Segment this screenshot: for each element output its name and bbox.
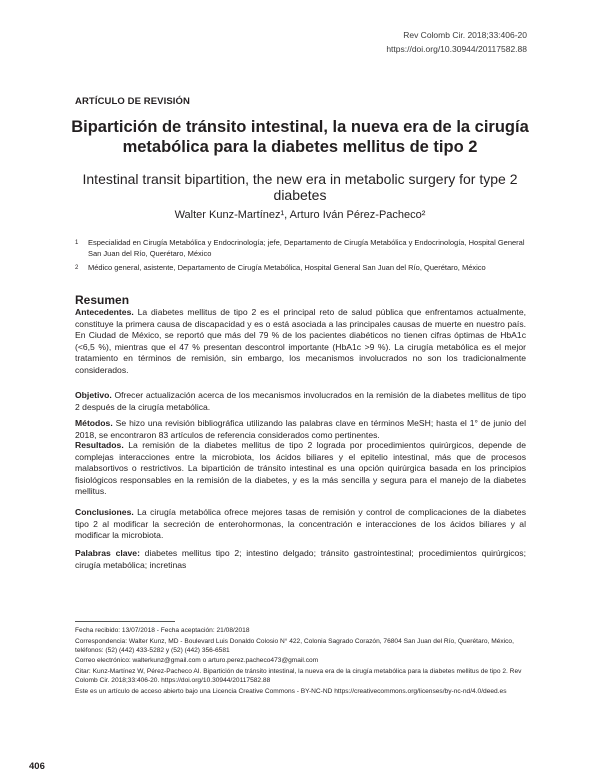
affiliation-text: Médico general, asistente, Departamento de Cirugía Metabólica, Hospital General San Juan del Río, Querétaro, México: [88, 263, 486, 272]
affiliation-1: [75, 238, 525, 259]
article-title-spanish: Bipartición de tránsito intestinal, la nueva era de la cirugía metabólica para la diabetes mellitus de tipo 2: [71, 118, 529, 156]
objective-text: Ofrecer actualización acerca de los mecanismos involucrados en la remisión de la diabetes mellitus de tipo 2 después de la cirugía metabólica.: [75, 390, 526, 412]
abstract-conclusions: [75, 507, 526, 542]
footnote-citation: Citar: Kunz-Martínez W, Pérez-Pacheco AI. Bipartición de tránsito intestinal, la nueva era de la cirugía metabólica para la diabetes mellitus de tipo 2. Rev Colomb Cir. 2018;33:406-20. https://doi.org/10.30944/20117582.88: [75, 667, 522, 685]
journal-header: [386, 28, 527, 56]
abstract-background: [75, 307, 526, 377]
keywords-label: Palabras clave:: [75, 548, 140, 558]
page-number: 406: [29, 761, 45, 772]
abstract-methods: [75, 418, 526, 441]
background-text: La diabetes mellitus de tipo 2 es el principal reto de salud pública que enfrentamos actualmente, constituye la primera causa de discapacidad y es o está asociada a las principales causas de muerte en nuestro país. En Ciudad de México, se reportó que más del 79 % de los pacientes diabéticos no tienen cifras óptimas de HbA1c (<6,5 %), mientras que el 47 % presentan descontrol importante (HbA1c >9 %). La cirugía metabólica es el mejor tratamiento en términos de remisión, sin embargo, los mecanismos involucrados no son los tradicionalmente considerados.: [75, 307, 526, 375]
author-list: Walter Kunz-Martínez¹, Arturo Iván Pérez-Pacheco²: [174, 209, 426, 221]
journal-citation: Rev Colomb Cir. 2018;33:406-20: [403, 30, 527, 40]
results-label: Resultados.: [75, 440, 124, 450]
footnote-license[interactable]: Este es un artículo de acceso abierto bajo una Licencia Creative Commons - BY-NC-ND https://creativecommons.org/licenses/by-nc-nd/4.0/deed.es: [75, 687, 507, 695]
article-title-english: Intestinal transit bipartition, the new era in metabolic surgery for type 2 diabetes: [82, 171, 518, 203]
abstract-objective: [75, 390, 526, 413]
background-label: Antecedentes.: [75, 307, 134, 317]
affiliation-number: 1: [75, 240, 79, 246]
footnote-correspondence: Correspondencia: Walter Kunz, MD - Boulevard Luis Donaldo Colosio N° 422, Colonia Sagrado Corazón, 76804 San Juan del Río, Querétaro, México, teléfonos: (52) (442) 433-5282 y (52) (442) 356-6581: [75, 637, 514, 654]
abstract-heading: Resumen: [75, 293, 130, 307]
keywords-text: diabetes mellitus tipo 2; intestino delgado; tránsito gastrointestinal; procedimientos quirúrgicos; cirugía metabólica; incretinas: [75, 548, 526, 570]
footnotes: [75, 626, 530, 697]
affiliation-2: [75, 263, 525, 274]
objective-label: Objetivo.: [75, 390, 112, 400]
affiliation-number: 2: [75, 265, 79, 271]
conclusions-label: Conclusiones.: [75, 507, 134, 517]
methods-text: Se hizo una revisión bibliográfica utilizando las palabras clave en términos MeSH; hasta el 1° de junio del 2018, se encontraron 83 artículos de referencia considerados como pertinentes.: [75, 418, 526, 440]
abstract-results: [75, 440, 526, 498]
methods-label: Métodos.: [75, 418, 113, 428]
conclusions-text: La cirugía metabólica ofrece mejores tasas de remisión y control de complicaciones de la diabetes tipo 2 al modificar la secreción de enterohormonas, la concentración e interacciones de los ácidos biliares y al modificar la microbiota.: [75, 507, 526, 541]
abstract-keywords: [75, 548, 526, 571]
doi-link[interactable]: https://doi.org/10.30944/20117582.88: [386, 44, 527, 54]
footnote-dates: Fecha recibido: 13/07/2018 - Fecha aceptación: 21/08/2018: [75, 627, 250, 634]
results-text: La remisión de la diabetes mellitus de tipo 2 lograda por procedimientos quirúrgicos, depende de complejas interacciones entre la microbiota, los ácidos biliares y el epitelio intestinal, más que de procesos malabsortivos o restrictivos. La bipartición de tránsito intestinal es una opción quirúrgica basada en los principios fisiológicos responsables en la remisión de la diabetes, y es la más sencilla y segura para el manejo de la diabetes mellitus.: [75, 440, 526, 497]
section-label: ARTÍCULO DE REVISIÓN: [75, 96, 190, 107]
affiliation-text: Especialidad en Cirugía Metabólica y Endocrinología; jefe, Departamento de Cirugía Metabólica y Endocrinología, Hospital General San Juan del Río, Querétaro, México: [88, 238, 525, 258]
footnote-divider: [75, 621, 175, 622]
footnote-email[interactable]: Correo electrónico: walterkunz@gmail.com o arturo.perez.pacheco473@gmail.com: [75, 657, 319, 665]
